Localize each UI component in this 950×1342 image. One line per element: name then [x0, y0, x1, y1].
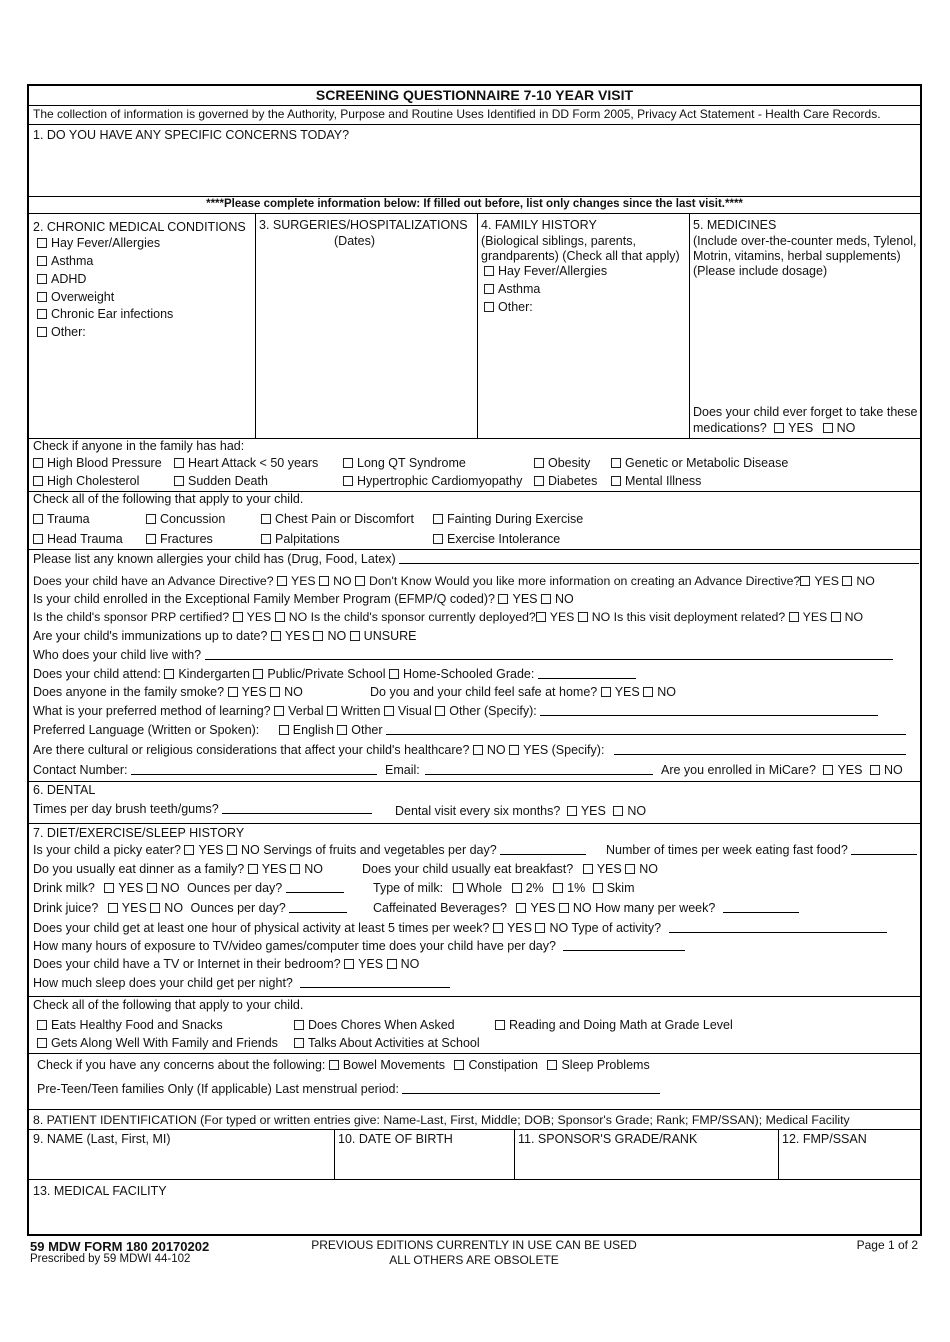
contact-field[interactable]: [131, 763, 377, 775]
checkbox[interactable]: [613, 806, 623, 816]
child-check-item[interactable]: Chest Pain or Discomfort: [261, 512, 414, 527]
authority-statement: The collection of information is governed by the Authority, Purpose and Routine Uses Identified in DD Form 2005, Privacy Act Statement - Health Care Records.: [33, 107, 881, 121]
checkbox[interactable]: [611, 458, 621, 468]
allergies-row: Please list any known allergies your child has (Drug, Food, Latex): [33, 552, 919, 567]
forget-question: Does your child ever forget to take these: [693, 405, 918, 419]
checkbox[interactable]: [643, 687, 653, 697]
sponsor-grade-label: 11. SPONSOR'S GRADE/RANK: [518, 1132, 698, 1146]
checkbox[interactable]: [37, 256, 47, 266]
concerns-row: Check if you have any concerns about the following: Bowel Movements Constipation Sleep Problems: [37, 1058, 650, 1072]
checkbox[interactable]: [329, 1060, 339, 1070]
live-with-row: Who does your child live with?: [33, 648, 893, 663]
cultural-field[interactable]: [614, 743, 906, 755]
checkbox[interactable]: [164, 669, 174, 679]
servings-field[interactable]: [500, 843, 586, 855]
facility-field[interactable]: [31, 1202, 919, 1234]
checkbox[interactable]: [319, 576, 329, 586]
checkbox[interactable]: [509, 745, 519, 755]
child-check-item[interactable]: Concussion: [146, 512, 225, 527]
editions-line1: PREVIOUS EDITIONS CURRENTLY IN USE CAN BE USED: [311, 1238, 637, 1252]
medicines-sub1: (Include over-the-counter meds, Tylenol,: [693, 234, 917, 248]
checkbox[interactable]: [823, 423, 833, 433]
live-with-field[interactable]: [205, 648, 893, 660]
checkbox[interactable]: [337, 725, 347, 735]
patient-id-heading: 8. PATIENT IDENTIFICATION (For typed or written entries give: Name-Last, First, Middle; DOB; Sponsor's Grade; Rank; FMP/SSAN); Medical Facility: [33, 1113, 850, 1127]
checkbox[interactable]: [33, 458, 43, 468]
checkbox[interactable]: [541, 594, 551, 604]
checkbox[interactable]: [279, 725, 289, 735]
checkbox[interactable]: [512, 883, 522, 893]
checkbox[interactable]: [228, 687, 238, 697]
milk-ounces-field[interactable]: [286, 881, 344, 893]
checkbox[interactable]: [453, 883, 463, 893]
facility-label: 13. MEDICAL FACILITY: [33, 1184, 167, 1198]
family-check-item[interactable]: Heart Attack < 50 years: [174, 456, 318, 471]
editions-line2: ALL OTHERS ARE OBSOLETE: [389, 1253, 559, 1267]
checkbox[interactable]: [553, 883, 563, 893]
learning-other-field[interactable]: [540, 704, 878, 716]
family-item[interactable]: Hay Fever/Allergies: [484, 264, 607, 279]
chronic-item[interactable]: Hay Fever/Allergies: [37, 236, 160, 251]
caffeine-row: Caffeinated Beverages? YES NO How many per week?: [373, 901, 799, 916]
menstrual-row: Pre-Teen/Teen families Only (If applicable) Last menstrual period:: [37, 1082, 660, 1097]
checkbox[interactable]: [344, 959, 354, 969]
immunizations-row: Are your child's immunizations up to date? YES NO UNSURE: [33, 629, 417, 643]
checkbox[interactable]: [271, 631, 281, 641]
chronic-item[interactable]: Other:: [37, 325, 86, 340]
attend-row: Does your child attend: Kindergarten Public/Private School Home-Schooled Grade:: [33, 667, 636, 682]
instructions: ****Please complete information below: If filled out before, list only changes since the last visit.****: [206, 198, 743, 210]
dob-field[interactable]: [337, 1148, 512, 1177]
checkbox[interactable]: [493, 923, 503, 933]
menstrual-field[interactable]: [402, 1082, 660, 1094]
chronic-item[interactable]: ADHD: [37, 272, 86, 287]
family-check-item[interactable]: High Cholesterol: [33, 474, 139, 489]
checkbox[interactable]: [350, 631, 360, 641]
child-check-item[interactable]: Fractures: [146, 532, 213, 547]
checkbox[interactable]: [294, 1038, 304, 1048]
sleep-field[interactable]: [300, 976, 450, 988]
fmp-label: 12. FMP/SSAN: [782, 1132, 867, 1146]
tv-hours-row: How many hours of exposure to TV/video games/computer time does your child have per day?: [33, 939, 685, 954]
fast-food-row: Number of times per week eating fast food?: [606, 843, 917, 858]
checkbox[interactable]: [433, 534, 443, 544]
brush-row: Times per day brush teeth/gums?: [33, 802, 372, 817]
chronic-item[interactable]: Chronic Ear infections: [37, 307, 173, 322]
chronic-item[interactable]: Overweight: [37, 290, 114, 305]
screening-form: [27, 84, 922, 1236]
checkbox[interactable]: [535, 923, 545, 933]
email-row: Email:: [385, 763, 653, 778]
chronic-item[interactable]: Asthma: [37, 254, 93, 269]
chronic-heading: 2. CHRONIC MEDICAL CONDITIONS: [33, 220, 246, 234]
surgeries-heading: 3. SURGERIES/HOSPITALIZATIONS: [259, 218, 468, 232]
checkbox[interactable]: [37, 1020, 47, 1030]
checkbox[interactable]: [37, 238, 47, 248]
checkbox[interactable]: [823, 765, 833, 775]
checkbox[interactable]: [343, 458, 353, 468]
checkbox[interactable]: [498, 594, 508, 604]
checkbox[interactable]: [33, 514, 43, 524]
sleep-row: How much sleep does your child get per night?: [33, 976, 450, 991]
child-apply-item[interactable]: Does Chores When Asked: [294, 1018, 455, 1033]
checkbox[interactable]: [534, 476, 544, 486]
family-sub2: grandparents) (Check all that apply): [481, 249, 680, 263]
checkbox[interactable]: [37, 1038, 47, 1048]
language-other-field[interactable]: [386, 723, 906, 735]
checkbox[interactable]: [343, 476, 353, 486]
family-check-item[interactable]: High Blood Pressure: [33, 456, 162, 471]
family-sub1: (Biological siblings, parents,: [481, 234, 636, 248]
checkbox[interactable]: [601, 687, 611, 697]
checkbox[interactable]: [516, 903, 526, 913]
activity-row: Does your child get at least one hour of physical activity at least 5 times per week? YES NO Type of activity?: [33, 921, 887, 936]
child-apply-item[interactable]: Eats Healthy Food and Snacks: [37, 1018, 223, 1033]
checkbox[interactable]: [277, 576, 287, 586]
smoke-row: Does anyone in the family smoke? YES NO: [33, 685, 303, 699]
form-number: 59 MDW FORM 180 20170202: [30, 1239, 210, 1254]
checkbox[interactable]: [248, 864, 258, 874]
checkbox[interactable]: [495, 1020, 505, 1030]
checkbox[interactable]: [559, 903, 569, 913]
checkbox[interactable]: [387, 959, 397, 969]
checkbox[interactable]: [104, 883, 114, 893]
checkbox[interactable]: [275, 612, 285, 622]
checkbox[interactable]: [842, 576, 852, 586]
q1-concerns-field[interactable]: [31, 146, 918, 194]
caffeine-field[interactable]: [723, 901, 799, 913]
checkbox[interactable]: [33, 476, 43, 486]
checkbox[interactable]: [484, 302, 494, 312]
checkbox[interactable]: [227, 845, 237, 855]
family-check-item[interactable]: Sudden Death: [174, 474, 268, 489]
checkbox[interactable]: [583, 864, 593, 874]
sponsor-row: Is the child's sponsor PRP certified? YES NO Is the child's sponsor currently deployed? YES NO Is this visit deployment related? YES NO: [33, 610, 864, 624]
email-field[interactable]: [425, 763, 653, 775]
brush-field[interactable]: [222, 802, 372, 814]
checkbox[interactable]: [536, 612, 546, 622]
name-label: 9. NAME (Last, First, MI): [33, 1132, 171, 1146]
checkbox[interactable]: [146, 514, 156, 524]
family-check-heading: Check if anyone in the family has had:: [33, 439, 245, 453]
allergies-field[interactable]: [399, 552, 919, 564]
contact-row: Contact Number:: [33, 763, 377, 778]
checkbox[interactable]: [37, 309, 47, 319]
surgeries-sub: (Dates): [334, 234, 375, 248]
child-check-item[interactable]: Exercise Intolerance: [433, 532, 560, 547]
checkbox[interactable]: [800, 576, 810, 586]
dinner-row: Do you usually eat dinner as a family? YES NO: [33, 862, 323, 876]
medicines-sub2: Motrin, vitamins, herbal supplements): [693, 249, 901, 263]
checkbox[interactable]: [270, 687, 280, 697]
picky-row: Is your child a picky eater? YES NO Servings of fruits and vegetables per day?: [33, 843, 586, 858]
child-check-item[interactable]: Head Trauma: [33, 532, 123, 547]
grade-field[interactable]: [538, 667, 636, 679]
checkbox[interactable]: [547, 1060, 557, 1070]
checkbox[interactable]: [389, 669, 399, 679]
fast-food-field[interactable]: [851, 843, 917, 855]
language-row: Preferred Language (Written or Spoken): English Other: [33, 723, 906, 738]
child-apply-heading: Check all of the following that apply to your child.: [33, 998, 304, 1012]
tv-bedroom-row: Does your child have a TV or Internet in their bedroom? YES NO: [33, 957, 420, 971]
efmp-row: Is your child enrolled in the Exceptional Family Member Program (EFMP/Q coded)? YES NO: [33, 592, 574, 606]
checkbox[interactable]: [290, 864, 300, 874]
checkbox[interactable]: [261, 514, 271, 524]
dental-heading: 6. DENTAL: [33, 783, 96, 797]
checkbox[interactable]: [534, 458, 544, 468]
family-item[interactable]: Other:: [484, 300, 533, 315]
child-check-heading: Check all of the following that apply to your child.: [33, 492, 304, 506]
checkbox[interactable]: [355, 576, 365, 586]
family-check-item[interactable]: Obesity: [534, 456, 590, 471]
milk-row: Drink milk? YES NO Ounces per day?: [33, 881, 344, 896]
child-apply-item[interactable]: Gets Along Well With Family and Friends: [37, 1036, 278, 1051]
forget-question-line2: medications? YES NO: [693, 421, 856, 435]
milk-type-row: Type of milk: Whole 2% 1% Skim: [373, 881, 635, 895]
diet-heading: 7. DIET/EXERCISE/SLEEP HISTORY: [33, 826, 245, 840]
family-check-item[interactable]: Genetic or Metabolic Disease: [611, 456, 788, 471]
family-item[interactable]: Asthma: [484, 282, 540, 297]
tv-hours-field[interactable]: [563, 939, 685, 951]
dob-label: 10. DATE OF BIRTH: [338, 1132, 453, 1146]
checkbox[interactable]: [870, 765, 880, 775]
child-apply-item[interactable]: Talks About Activities at School: [294, 1036, 480, 1051]
checkbox[interactable]: [174, 476, 184, 486]
advance-directive-row: Does your child have an Advance Directive? YES NO Don't Know Would you like more information on creating an Advance Directive? YES NO: [33, 574, 875, 588]
activity-field[interactable]: [669, 921, 887, 933]
checkbox[interactable]: [150, 903, 160, 913]
checkbox[interactable]: [774, 423, 784, 433]
q1-label: 1. DO YOU HAVE ANY SPECIFIC CONCERNS TODAY?: [33, 128, 350, 142]
family-heading: 4. FAMILY HISTORY: [481, 218, 597, 232]
checkbox[interactable]: [174, 458, 184, 468]
breakfast-row: Does your child usually eat breakfast? YES NO: [362, 862, 658, 876]
checkbox[interactable]: [433, 514, 443, 524]
cultural-row: Are there cultural or religious considerations that affect your child's healthcare? NO YES (Specify):: [33, 743, 906, 758]
sponsor-grade-field[interactable]: [517, 1148, 776, 1177]
checkbox[interactable]: [253, 669, 263, 679]
checkbox[interactable]: [108, 903, 118, 913]
child-check-item[interactable]: Palpitations: [261, 532, 340, 547]
juice-row: Drink juice? YES NO Ounces per day?: [33, 901, 347, 916]
checkbox[interactable]: [831, 612, 841, 622]
family-check-item[interactable]: Long QT Syndrome: [343, 456, 466, 471]
family-check-item[interactable]: Diabetes: [534, 474, 597, 489]
name-field[interactable]: [31, 1148, 331, 1177]
safe-row: Do you and your child feel safe at home? YES NO: [370, 685, 676, 699]
micare-row: Are you enrolled in MiCare? YES NO: [661, 763, 903, 777]
child-check-item[interactable]: Fainting During Exercise: [433, 512, 583, 527]
checkbox[interactable]: [567, 806, 577, 816]
checkbox[interactable]: [789, 612, 799, 622]
checkbox[interactable]: [37, 292, 47, 302]
checkbox[interactable]: [484, 266, 494, 276]
juice-ounces-field[interactable]: [289, 901, 347, 913]
family-check-item[interactable]: Mental Illness: [611, 474, 701, 489]
checkbox[interactable]: [473, 745, 483, 755]
family-check-item[interactable]: Hypertrophic Cardiomyopathy: [343, 474, 522, 489]
checkbox[interactable]: [37, 274, 47, 284]
page-number: Page 1 of 2: [856, 1238, 918, 1252]
checkbox[interactable]: [274, 706, 284, 716]
checkbox[interactable]: [327, 706, 337, 716]
checkbox[interactable]: [454, 1060, 464, 1070]
checkbox[interactable]: [233, 612, 243, 622]
form-title: SCREENING QUESTIONNAIRE 7-10 YEAR VISIT: [315, 87, 634, 103]
checkbox[interactable]: [33, 534, 43, 544]
child-apply-item[interactable]: Reading and Doing Math at Grade Level: [495, 1018, 733, 1033]
checkbox[interactable]: [294, 1020, 304, 1030]
checkbox[interactable]: [435, 706, 445, 716]
fmp-field[interactable]: [781, 1148, 919, 1177]
checkbox[interactable]: [313, 631, 323, 641]
checkbox[interactable]: [147, 883, 157, 893]
checkbox[interactable]: [578, 612, 588, 622]
checkbox[interactable]: [146, 534, 156, 544]
medicines-heading: 5. MEDICINES: [693, 218, 777, 232]
checkbox[interactable]: [593, 883, 603, 893]
checkbox[interactable]: [625, 864, 635, 874]
learning-row: What is your preferred method of learning? Verbal Written Visual Other (Specify):: [33, 704, 878, 719]
checkbox[interactable]: [261, 534, 271, 544]
prescribed-by: Prescribed by 59 MDWI 44-102: [30, 1253, 191, 1265]
checkbox[interactable]: [184, 845, 194, 855]
dental-visit-row: Dental visit every six months? YES NO: [395, 804, 647, 818]
checkbox[interactable]: [37, 327, 47, 337]
checkbox[interactable]: [384, 706, 394, 716]
medicines-sub3: (Please include dosage): [693, 264, 828, 278]
checkbox[interactable]: [611, 476, 621, 486]
checkbox[interactable]: [484, 284, 494, 294]
child-check-item[interactable]: Trauma: [33, 512, 90, 527]
